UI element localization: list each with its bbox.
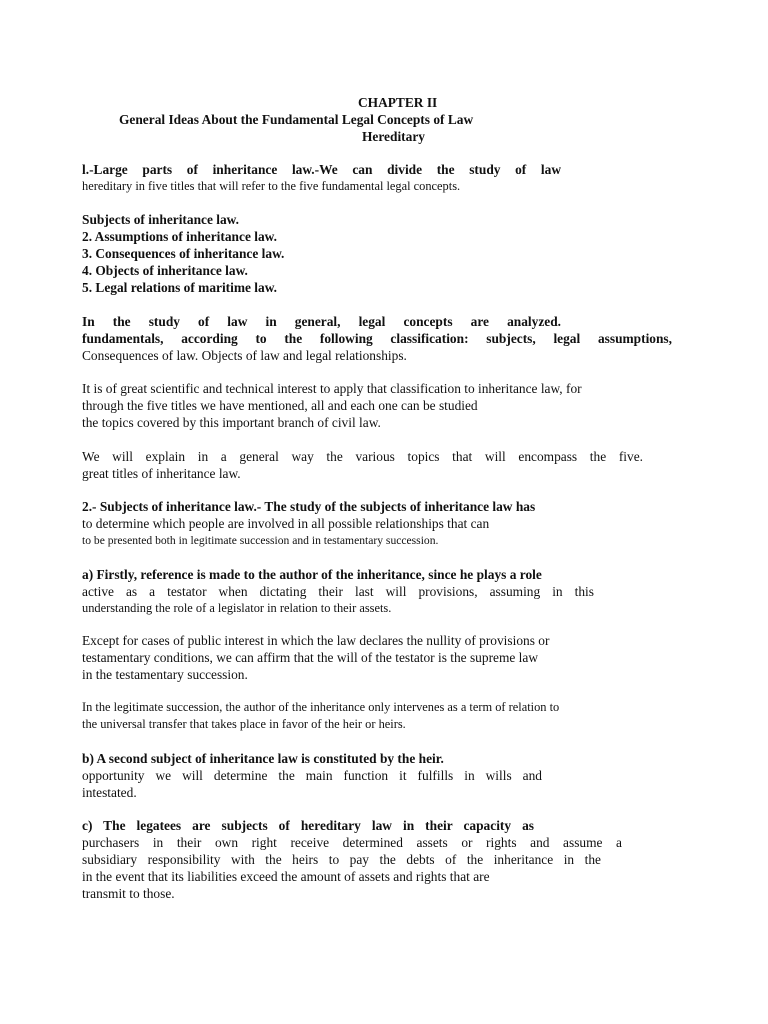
item-c-heading: c) The legatees are subjects of hereditary law in their capacity as — [82, 818, 534, 833]
list-item: 3. Consequences of inheritance law. — [82, 246, 285, 261]
paragraph-line: fundamentals, according to the following classification: subjects, legal assumptions, — [82, 331, 672, 346]
paragraph-line: In the legitimate succession, the author of the inheritance only intervenes as a term of relation to — [82, 700, 560, 714]
item-b-heading: b) A second subject of inheritance law is constituted by the heir. — [82, 751, 444, 766]
paragraph-line: Except for cases of public interest in which the law declares the nullity of provisions or — [82, 633, 550, 648]
paragraph-line: opportunity we will determine the main function it fulfills in wills and — [82, 768, 542, 783]
chapter-subtitle: Hereditary — [362, 129, 425, 144]
section1-heading: l.-Large parts of inheritance law.-We can divide the study of law — [82, 162, 561, 177]
paragraph-line: the topics covered by this important branch of civil law. — [82, 415, 381, 430]
paragraph-line: to be presented both in legitimate succession and in testamentary succession. — [82, 534, 439, 547]
section1-line: hereditary in five titles that will refer to the five fundamental legal concepts. — [82, 179, 461, 193]
list-item: 5. Legal relations of maritime law. — [82, 280, 278, 295]
paragraph-line: the universal transfer that takes place in favor of the heir or heirs. — [82, 717, 406, 731]
paragraph-line: in the event that its liabilities exceed the amount of assets and rights that are — [82, 869, 490, 884]
list-item: Subjects of inheritance law. — [82, 212, 239, 227]
paragraph-line: Consequences of law. Objects of law and legal relationships. — [82, 348, 407, 363]
paragraph-line: intestated. — [82, 785, 137, 800]
list-item: 4. Objects of inheritance law. — [82, 263, 248, 278]
paragraph-line: purchasers in their own right receive determined assets or rights and assume a — [82, 835, 622, 850]
paragraph-line: subsidiary responsibility with the heirs to pay the debts of the inheritance in the — [82, 852, 601, 867]
paragraph-line: testamentary conditions, we can affirm that the will of the testator is the supreme law — [82, 650, 539, 665]
paragraph-line: to determine which people are involved in all possible relationships that can — [82, 516, 490, 531]
paragraph-line: active as a testator when dictating their last will provisions, assuming in this — [82, 584, 594, 599]
section2-heading: 2.- Subjects of inheritance law.- The study of the subjects of inheritance law has — [82, 499, 536, 514]
item-a-heading: a) Firstly, reference is made to the author of the inheritance, since he plays a role — [82, 567, 542, 582]
paragraph-line: in the testamentary succession. — [82, 667, 248, 682]
paragraph-line: understanding the role of a legislator in relation to their assets. — [82, 601, 392, 615]
paragraph-line: great titles of inheritance law. — [82, 466, 241, 481]
paragraph-line: transmit to those. — [82, 886, 175, 901]
paragraph-line: In the study of law in general, legal concepts are analyzed. — [82, 314, 561, 329]
chapter-title: General Ideas About the Fundamental Legal Concepts of Law — [119, 112, 474, 127]
list-item: 2. Assumptions of inheritance law. — [82, 229, 277, 244]
paragraph-line: We will explain in a general way the various topics that will encompass the five. — [82, 449, 643, 464]
paragraph-line: It is of great scientific and technical interest to apply that classification to inheritance law, for — [82, 381, 582, 396]
chapter-number: CHAPTER II — [358, 95, 438, 110]
paragraph-line: through the five titles we have mentioned, all and each one can be studied — [82, 398, 478, 413]
